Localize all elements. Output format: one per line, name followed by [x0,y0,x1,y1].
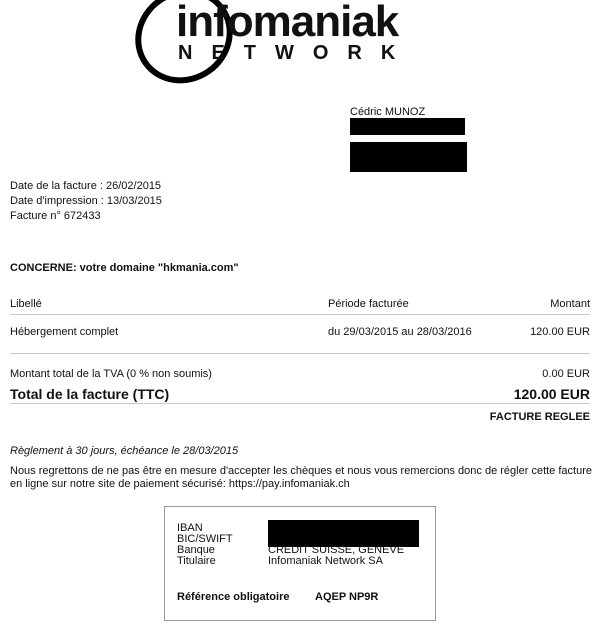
reference-value: AQEP NP9R [315,591,379,603]
redacted-iban [268,520,419,547]
logo-brand-text: infomaniak [176,0,399,46]
infomaniak-logo [132,0,462,82]
invoice-date: Date de la facture : 26/02/2015 [10,180,162,192]
header-label: Libellé [10,298,42,310]
item-amount: 120.00 EUR [530,326,590,338]
reference-label: Référence obligatoire [177,591,290,603]
redacted-address-block [350,142,467,172]
logo-network-text: NETWORK [178,42,415,64]
bank-details-box [164,506,436,621]
bic-label: BIC/SWIFT [177,533,233,545]
payment-notice: Nous regrettons de ne pas être en mesure d'accepter les chèques et nous vous remercions donc de régler cette facture en ligne sur notre site de paiement sécurisé: https://pay.infomaniak.ch [10,465,592,490]
vat-amount: 0.00 EUR [542,368,590,380]
client-name: Cédric MUNOZ [350,106,426,118]
concerne-line: CONCERNE: votre domaine "hkmania.com" [10,262,239,274]
header-divider [10,314,590,315]
item-label: Hébergement complet [10,326,119,338]
bank-value: CREDIT SUISSE, GENEVE [268,544,405,556]
bank-label: Banque [177,544,215,556]
header-amount: Montant [550,298,590,310]
header-period: Période facturée [328,298,409,310]
vat-label: Montant total de la TVA (0 % non soumis) [10,368,212,380]
invoice-meta [10,179,162,224]
bank-labels [177,523,233,567]
total-divider [10,403,590,404]
items-divider [10,353,590,354]
holder-value: Infomaniak Network SA [268,555,383,567]
holder-label: Titulaire [177,555,216,567]
total-amount: 120.00 EUR [513,386,590,402]
item-period: du 29/03/2015 au 28/03/2016 [328,326,472,338]
redacted-address-line [350,118,465,135]
total-label: Total de la facture (TTC) [10,386,170,402]
invoice-number: Facture n° 672433 [10,210,101,222]
status-badge: FACTURE REGLEE [489,411,590,423]
print-date: Date d'impression : 13/03/2015 [10,195,162,207]
bank-values [268,545,404,567]
payment-terms: Règlement à 30 jours, échéance le 28/03/2015 [10,445,239,457]
iban-label: IBAN [177,522,203,534]
